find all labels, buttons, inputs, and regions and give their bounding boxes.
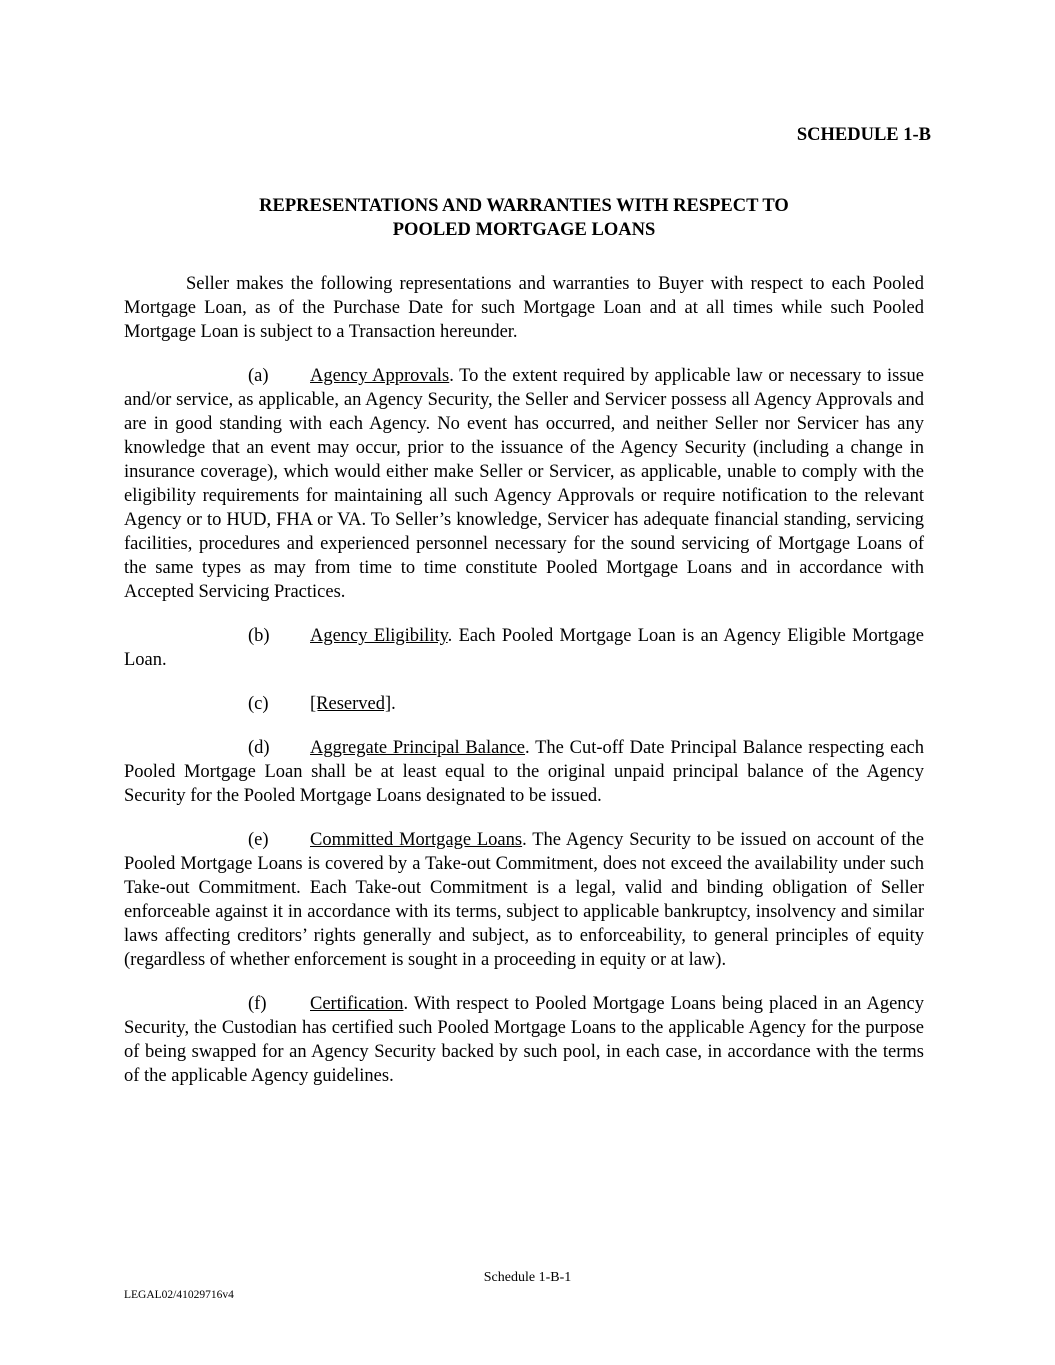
item-text: . Each Pooled Mortgage Loan is an Agency Eligible Mortgage Loan.	[124, 626, 924, 670]
item-agency-approvals	[124, 364, 924, 604]
item-heading: Agency Eligibility	[310, 626, 448, 646]
item-reserved	[124, 692, 924, 716]
item-committed-mortgage-loans	[124, 828, 924, 972]
document-body	[124, 272, 924, 1108]
item-letter: (f)	[248, 994, 267, 1014]
item-letter: (d)	[248, 738, 270, 758]
document-id-footer: LEGAL02/41029716v4	[124, 1289, 234, 1301]
item-letter: (c)	[248, 694, 269, 714]
item-heading: Agency Approvals	[310, 366, 450, 386]
title-line-2: POOLED MORTGAGE LOANS	[392, 220, 656, 240]
item-text: .	[391, 694, 396, 714]
item-aggregate-principal-balance	[124, 736, 924, 808]
item-text: . With respect to Pooled Mortgage Loans being placed in an Agency Security, the Custodian has certified such Pooled Mortgage Loans to the applicable Agency for the purpose of being swapped for an Agency Security backed by such pool, in each case, in accordance with the terms of the applicable Agency guidelines.	[124, 994, 924, 1086]
item-certification	[124, 992, 924, 1088]
document-title	[124, 194, 924, 242]
item-heading: Certification	[310, 994, 404, 1014]
item-text: . To the extent required by applicable law or necessary to issue and/or service, as applicable, an Agency Security, the Seller and Servicer possess all Agency Approvals and are in good standing with each Agency. No event has occurred, and neither Seller nor Servicer has any knowledge that an event may occur, prior to the issuance of the Agency Security (including a change in insurance coverage), which would either make Seller or Servicer, as applicable, unable to comply with the eligibility requirements for maintaining all such Agency Approvals or require notification to the relevant Agency or to HUD, FHA or VA. To Seller’s knowledge, Servicer has adequate financial standing, servicing facilities, procedures and experienced personnel necessary for the sound servicing of Mortgage Loans of the same types as may from time to time constitute Pooled Mortgage Loans and in accordance with Accepted Servicing Practices.	[124, 366, 924, 602]
intro-paragraph: Seller makes the following representations and warranties to Buyer with respect to each Pooled Mortgage Loan, as of the Purchase Date for such Mortgage Loan and at all times while such Pooled Mortgage Loan is subject to a Transaction hereunder.	[124, 274, 924, 342]
item-heading: Aggregate Principal Balance	[310, 738, 526, 758]
item-heading: Committed Mortgage Loans	[310, 830, 523, 850]
item-heading: [Reserved]	[310, 694, 392, 714]
item-letter: (e)	[248, 830, 269, 850]
page-number-footer: Schedule 1-B-1	[483, 1270, 572, 1285]
title-line-1: REPRESENTATIONS AND WARRANTIES WITH RESPECT TO	[259, 196, 789, 216]
schedule-heading: SCHEDULE 1-B	[796, 125, 931, 145]
item-agency-eligibility	[124, 624, 924, 672]
item-letter: (a)	[248, 366, 269, 386]
item-text: . The Agency Security to be issued on account of the Pooled Mortgage Loans is covered by a Take-out Commitment, does not exceed the availability under such Take-out Commitment. Each Take-out Commitment is a legal, valid and binding obligation of Seller enforceable against it in accordance with its terms, subject to applicable bankruptcy, insolvency and similar laws affecting creditors’ rights generally and subject, as to enforceability, to general principles of equity (regardless of whether enforcement is sought in a proceeding in equity or at law).	[124, 830, 924, 970]
item-letter: (b)	[248, 626, 270, 646]
item-text: . The Cut-off Date Principal Balance respecting each Pooled Mortgage Loan shall be at least equal to the original unpaid principal balance of the Agency Security for the Pooled Mortgage Loans designated to be issued.	[124, 738, 924, 806]
